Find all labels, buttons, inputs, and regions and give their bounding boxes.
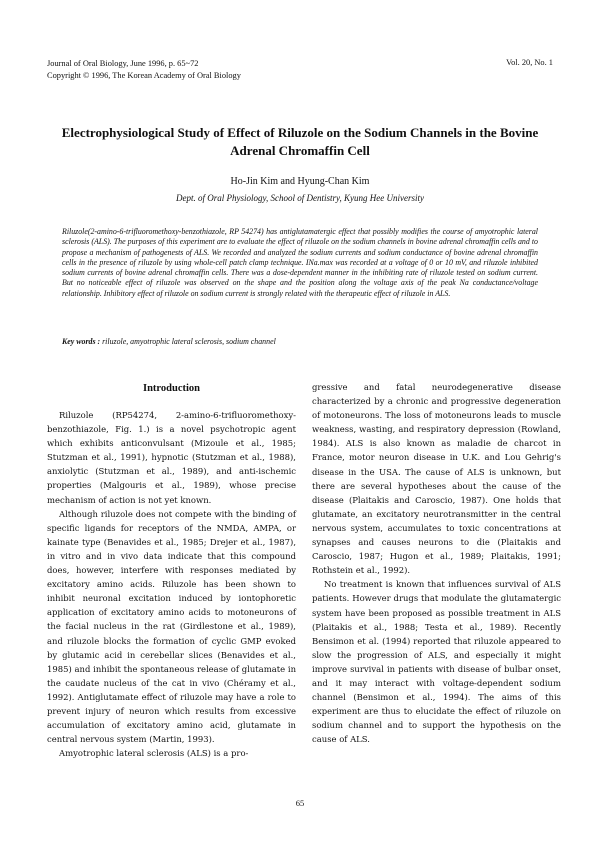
- journal-citation: Journal of Oral Biology, June 1996, p. 65~72: [47, 59, 199, 68]
- body-paragraph: No treatment is known that influences survival of ALS patients. However drugs that modulate the glutamatergic system have been proposed as possible treatment in ALS (Plaitakis et al., 1988; Testa et al., 1989). Recently Bensimon et al. (1994) reported that riluzole appeared to slow the progression of ALS, and especially it might improve survival in patients with disease of bulbar onset, and it may interact with voltage-dependent sodium channel (Bensimon et al., 1994). The aims of this experiment are thus to elucidate the effect of riluzole on sodium channel and to support the hypothesis on the cause of ALS.: [312, 579, 561, 745]
- running-header: [47, 58, 241, 81]
- body-paragraph: gressive and fatal neurodegenerative disease characterized by a chronic and progressive degeneration of motoneurons. The loss of motoneurons leads to muscle weakness, wasting, and respiratory depression (Rowland, 1984). ALS is also known as maladie de charcot in France, motor neuron disease in U.K. and Lou Gehrig's disease in the USA. The cause of ALS is unknown, but there are several hypotheses about the cause of the disease (Plaitakis and Caroscio, 1987). One holds that glutamate, an excitatory neurotransmitter in the central nervous system, accumulates to toxic concentrations at synapses and causes neurons to die (Plaitakis and Caroscio, 1987; Hugon et al., 1989; Plaitakis, 1991; Rothstein et al., 1992).: [312, 382, 561, 576]
- keywords-label: Key words :: [62, 337, 101, 346]
- author-list: Ho-Jin Kim and Hyung-Chan Kim: [230, 176, 370, 187]
- body-paragraph: Although riluzole does not compete with the binding of specific ligands for receptors of the NMDA, AMPA, or kainate type (Benavides et al., 1985; Drejer et al., 1987), in vitro and in vivo data indicate that this compound does, however, interfere with responses mediated by excitatory amino acids. Riluzole has been shown to inhibit neuronal excitation induced by iontophoretic application of excitatory amino acids to motoneurons of the facial nucleus in the rat (Girdlestone et al., 1989), and riluzole blocks the formation of cyclic GMP evoked by glutamic acid in cerebellar slices (Benavides et al., 1985) and inhibit the spontaneous release of glutamate in the caudate nucleus of the cat in vivo (Chéramy et al., 1992). Antiglutamate effect of riluzole may have a role to prevent injury of neuron which results from excessive accumulation of excitatory amino acid, glutamate in central nervous system (Martin, 1993).: [47, 508, 296, 745]
- author-affiliation: Dept. of Oral Physiology, School of Dentistry, Kyung Hee University: [176, 193, 424, 203]
- keywords-text: riluzole, amyotrophic lateral sclerosis, sodium channel: [100, 337, 276, 346]
- section-heading-introduction: Introduction: [143, 383, 200, 394]
- body-paragraph: Amyotrophic lateral sclerosis (ALS) is a pro-: [59, 748, 249, 759]
- body-paragraph: Riluzole (RP54274, 2-amino-6-trifluoromethoxy-benzothiazole, Fig. 1.) is a novel psychotropic agent which exhibits anticonvulsant (Mizoule et al., 1985; Stutzman et al., 1991), hypnotic (Stutzman et al., 1988), anxiolytic (Stutzman et al., 1989), and anti-ischemic properties (Malgouris et al., 1989), whose precise mechanism of action is not yet known.: [47, 410, 296, 505]
- volume-info: Vol. 20, No. 1: [506, 58, 553, 67]
- keywords-line: [62, 337, 538, 346]
- page-number: 65: [295, 798, 305, 808]
- paper-title: Electrophysiological Study of Effect of Riluzole on the Sodium Channels in the Bovine Adrenal Chromaffin Cell: [61, 125, 539, 158]
- right-column: [312, 380, 561, 746]
- left-column: [47, 380, 296, 760]
- abstract-text: Riluzole(2-amino-6-trifluoromethoxy-benzothiazole, RP 54274) has antiglutamatergic effect that possibly modifies the course of amyotrophic lateral sclerosis (ALS). The purposes of this experiment are to evaluate the effect of riluzole on the sodium channels in bovine adrenal chromaffin cells and to propose a mechanism of pathogenests of ALS. We recorded and analyzed the sodium currents and sodium conductance of bovine adrenal chromaffin cells in the presence of riluzole by using whole-cell patch clamp technique. INa.max was recorded at a voltage of 0 or 10 mV, and riluzole inhibited sodium currents of bovine adrenal chromaffin cells. There was a dose-dependent manner in the inhibiting rate of riluzole tested on sodium current. But no noticeable effect of riluzole was observed on the shape and the position along the voltage axis of the peak Na conductance/voltage relationship. Inhibitory effect of riluzole on sodium current is strongly related with the therapeutic effect of riluzole in ALS.: [62, 227, 538, 298]
- copyright-line: Copyright © 1996, The Korean Academy of Oral Biology: [47, 70, 241, 80]
